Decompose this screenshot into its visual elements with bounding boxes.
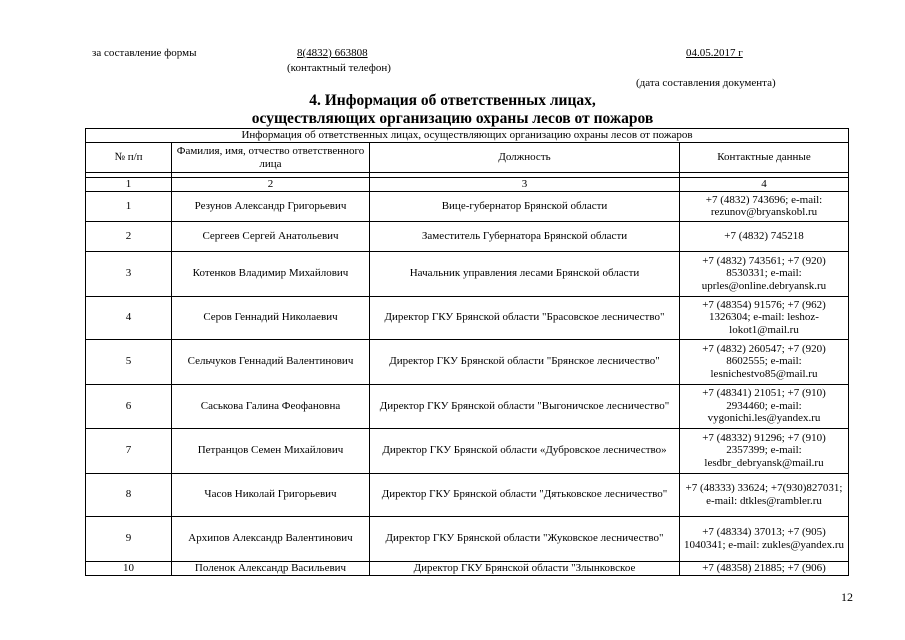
form-label: за составление формы	[92, 47, 197, 59]
cell-name: Петранцов Семен Михайлович	[172, 428, 370, 473]
cell-position: Директор ГКУ Брянской области "Брасовское лесничество"	[370, 296, 680, 339]
table-row	[86, 296, 849, 339]
header-contacts: Контактные данные	[680, 143, 849, 173]
cell-name: Сергеев Сергей Анатольевич	[172, 221, 370, 251]
cell-name: Часов Николай Григорьевич	[172, 473, 370, 516]
column-number: 3	[370, 178, 680, 192]
section-title-line1: 4. Информация об ответственных лицах,	[309, 92, 596, 109]
document-date-caption: (дата составления документа)	[636, 77, 776, 89]
table-caption: Информация об ответственных лицах, осуществляющих организацию охраны лесов от пожаров	[86, 129, 849, 143]
cell-contacts: +7 (4832) 745218	[680, 221, 849, 251]
cell-contacts: +7 (4832) 743561; +7 (920) 8530331; e-mail: uprles@online.debryansk.ru	[680, 251, 849, 296]
cell-position: Директор ГКУ Брянской области "Выгоничское лесничество"	[370, 384, 680, 428]
cell-num: 3	[86, 251, 172, 296]
cell-num: 9	[86, 516, 172, 561]
cell-name: Архипов Александр Валентинович	[172, 516, 370, 561]
cell-position: Директор ГКУ Брянской области "Брянское лесничество"	[370, 339, 680, 384]
cell-num: 4	[86, 296, 172, 339]
table-header-row	[86, 143, 849, 173]
cell-position: Директор ГКУ Брянской области "Дятьковское лесничество"	[370, 473, 680, 516]
cell-num: 5	[86, 339, 172, 384]
cell-contacts: +7 (48358) 21885; +7 (906)	[680, 561, 849, 575]
cell-num: 6	[86, 384, 172, 428]
table-row	[86, 384, 849, 428]
table-row	[86, 561, 849, 575]
cell-contacts: +7 (48334) 37013; +7 (905) 1040341; e-mail: zukles@yandex.ru	[680, 516, 849, 561]
contact-phone-caption: (контактный телефон)	[287, 62, 391, 74]
table-row	[86, 428, 849, 473]
cell-name: Серов Геннадий Николаевич	[172, 296, 370, 339]
table-row	[86, 251, 849, 296]
header-name: Фамилия, имя, отчество ответственного лица	[172, 143, 370, 173]
cell-num: 10	[86, 561, 172, 575]
contact-phone: 8(4832) 663808	[297, 47, 368, 59]
cell-name: Резунов Александр Григорьевич	[172, 191, 370, 221]
cell-position: Начальник управления лесами Брянской области	[370, 251, 680, 296]
cell-contacts: +7 (48333) 33624; +7(930)827031; e-mail: dtkles@rambler.ru	[680, 473, 849, 516]
column-number-row	[86, 178, 849, 192]
responsible-persons-table	[85, 128, 849, 576]
section-title-line2: осуществляющих организацию охраны лесов от пожаров	[251, 110, 654, 127]
cell-contacts: +7 (48354) 91576; +7 (962) 1326304; e-mail: leshoz-lokot1@mail.ru	[680, 296, 849, 339]
cell-position: Директор ГКУ Брянской области «Дубровское лесничество»	[370, 428, 680, 473]
cell-position: Директор ГКУ Брянской области "Злынковское	[370, 561, 680, 575]
table-caption-row	[86, 129, 849, 143]
cell-contacts: +7 (48332) 91296; +7 (910) 2357399; e-mail: lesdbr_debryansk@mail.ru	[680, 428, 849, 473]
cell-contacts: +7 (4832) 260547; +7 (920) 8602555; e-mail: lesnichestvo85@mail.ru	[680, 339, 849, 384]
header-num: № п/п	[86, 143, 172, 173]
cell-name: Сельчуков Геннадий Валентинович	[172, 339, 370, 384]
document-date: 04.05.2017 г	[686, 47, 743, 59]
cell-position: Заместитель Губернатора Брянской области	[370, 221, 680, 251]
column-number: 2	[172, 178, 370, 192]
cell-name: Поленок Александр Васильевич	[172, 561, 370, 575]
table-row	[86, 516, 849, 561]
cell-num: 8	[86, 473, 172, 516]
column-number: 1	[86, 178, 172, 192]
cell-position: Вице-губернатор Брянской области	[370, 191, 680, 221]
cell-name: Саськова Галина Феофановна	[172, 384, 370, 428]
table-row	[86, 221, 849, 251]
header-position: Должность	[370, 143, 680, 173]
table-row	[86, 473, 849, 516]
column-number: 4	[680, 178, 849, 192]
cell-contacts: +7 (48341) 21051; +7 (910) 2934460; e-mail: vygonichi.les@yandex.ru	[680, 384, 849, 428]
table-row	[86, 191, 849, 221]
cell-num: 1	[86, 191, 172, 221]
cell-position: Директор ГКУ Брянской области "Жуковское лесничество"	[370, 516, 680, 561]
cell-contacts: +7 (4832) 743696; e-mail: rezunov@bryanskobl.ru	[680, 191, 849, 221]
page-number: 12	[841, 590, 853, 604]
cell-name: Котенков Владимир Михайлович	[172, 251, 370, 296]
cell-num: 2	[86, 221, 172, 251]
cell-num: 7	[86, 428, 172, 473]
table-row	[86, 339, 849, 384]
